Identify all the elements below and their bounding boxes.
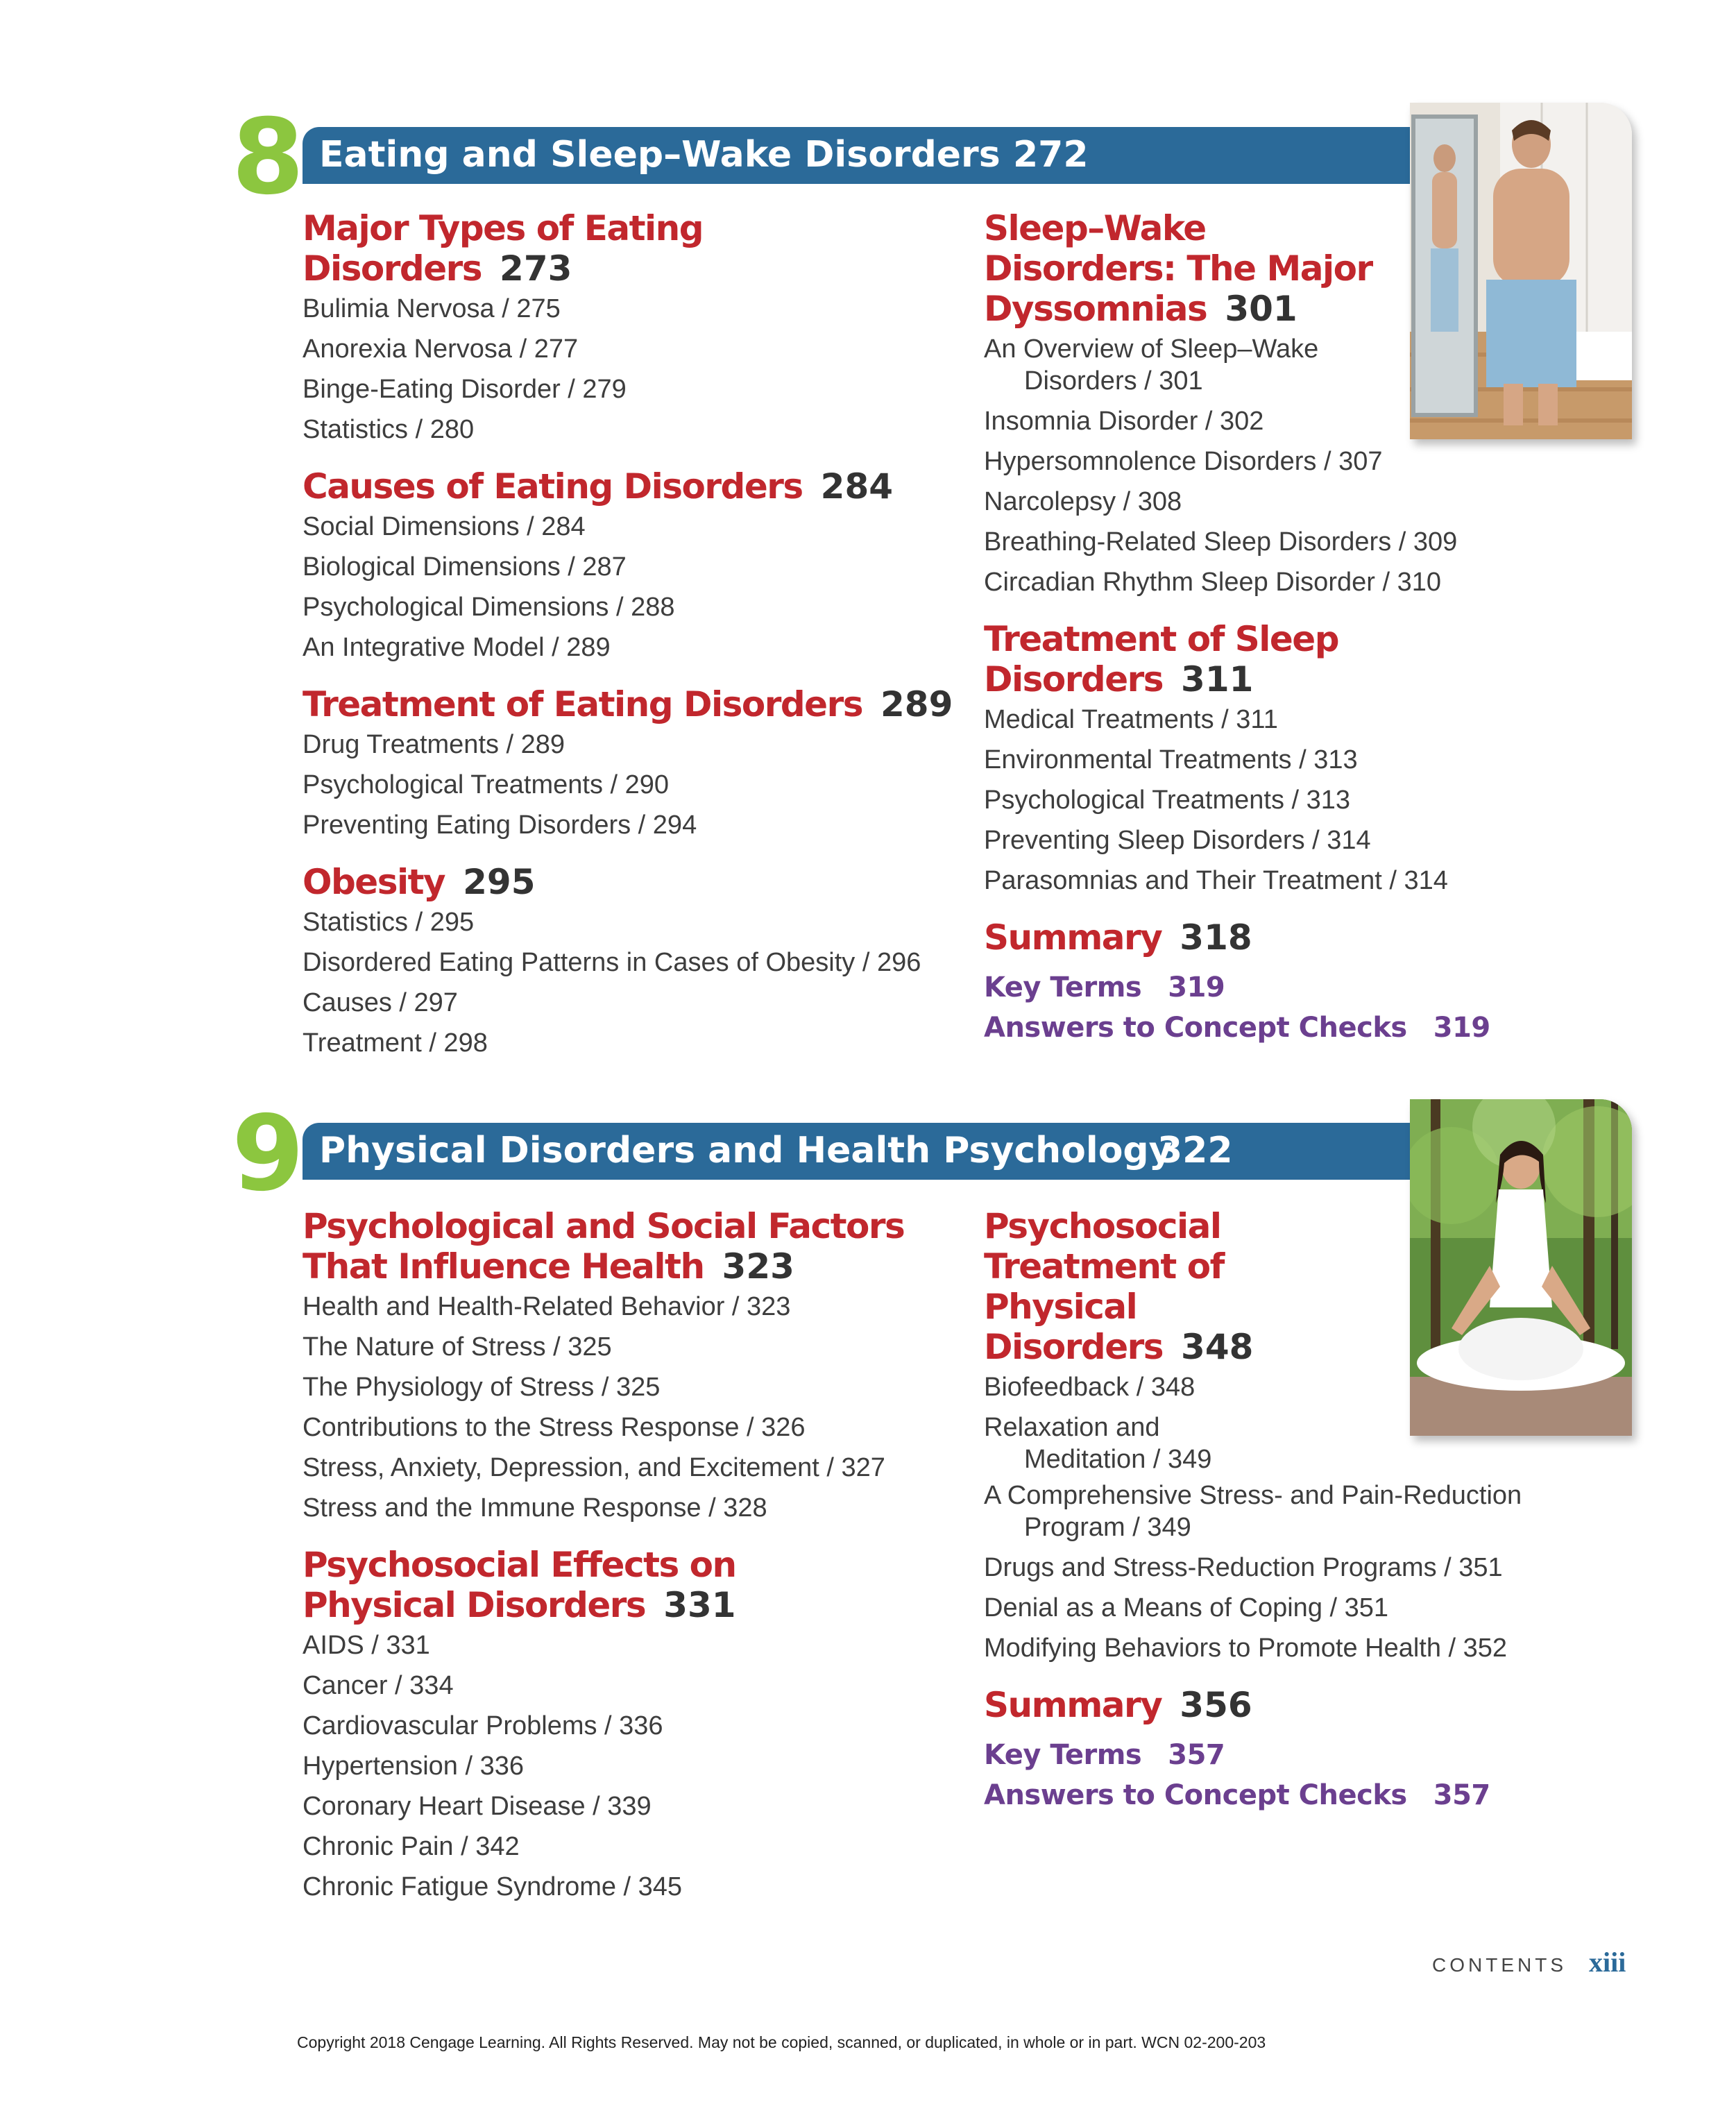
footer-page-number: xiii	[1589, 1947, 1626, 1978]
toc-entry[interactable]: Anorexia Nervosa / 277	[303, 334, 579, 364]
section-heading[interactable]: Sleep–Wake Disorders: The Major Dyssomnias 301	[984, 208, 1372, 329]
key-terms-link[interactable]: Key Terms 357	[984, 1739, 1225, 1771]
chapter-number: 9	[232, 1094, 302, 1214]
chapter-page: 322	[1157, 1130, 1233, 1171]
toc-entry[interactable]: Health and Health-Related Behavior / 323	[303, 1292, 791, 1321]
toc-entry[interactable]: Denial as a Means of Coping / 351	[984, 1593, 1389, 1622]
toc-entry[interactable]: Circadian Rhythm Sleep Disorder / 310	[984, 568, 1441, 597]
toc-entry[interactable]: Contributions to the Stress Response / 326	[303, 1413, 806, 1442]
footer-section-label: CONTENTS	[1432, 1954, 1567, 1976]
toc-entry[interactable]: The Physiology of Stress / 325	[303, 1373, 661, 1402]
toc-entry[interactable]: Hypersomnolence Disorders / 307	[984, 447, 1383, 476]
copyright-notice: Copyright 2018 Cengage Learning. All Rights Reserved. May not be copied, scanned, or duplicated, in whole or in part. WCN 02-200-203	[297, 2033, 1266, 2051]
toc-entry[interactable]: Preventing Eating Disorders / 294	[303, 811, 697, 840]
toc-entry[interactable]: Psychological Treatments / 313	[984, 786, 1351, 815]
toc-entry[interactable]: Stress and the Immune Response / 328	[303, 1493, 767, 1523]
toc-entry[interactable]: Coronary Heart Disease / 339	[303, 1792, 652, 1821]
chapter-title-banner[interactable]	[303, 1123, 1413, 1180]
toc-entry[interactable]: Breathing-Related Sleep Disorders / 309	[984, 527, 1458, 557]
toc-entry[interactable]: Narcolepsy / 308	[984, 487, 1182, 516]
toc-entry[interactable]: Stress, Anxiety, Depression, and Excitement / 327	[303, 1453, 885, 1482]
section-heading[interactable]: Causes of Eating Disorders 284	[303, 466, 894, 507]
toc-entry[interactable]: Drug Treatments / 289	[303, 730, 565, 759]
toc-entry[interactable]: Chronic Fatigue Syndrome / 345	[303, 1872, 683, 1901]
toc-section	[984, 208, 1525, 602]
chapter-number: 8	[232, 97, 302, 218]
toc-entry[interactable]: Biological Dimensions / 287	[303, 552, 627, 582]
toc-section	[303, 1545, 955, 1907]
concept-checks-link[interactable]: Answers to Concept Checks 357	[984, 1779, 1490, 1811]
toc-entry[interactable]: Statistics / 295	[303, 908, 475, 937]
toc-entry[interactable]: Statistics / 280	[303, 415, 475, 444]
toc-entry[interactable]: Social Dimensions / 284	[303, 512, 586, 541]
toc-entry[interactable]: Insomnia Disorder / 302	[984, 407, 1264, 436]
toc-section	[303, 1206, 955, 1528]
toc-section	[984, 1206, 1574, 1668]
toc-section	[984, 1685, 1574, 1725]
toc-entry[interactable]: Parasomnias and Their Treatment / 314	[984, 866, 1448, 895]
toc-entry[interactable]: Disordered Eating Patterns in Cases of Obesity / 296	[303, 948, 921, 977]
toc-entry[interactable]: AIDS / 331	[303, 1631, 430, 1660]
chapter-8-right-column	[984, 208, 1525, 1048]
toc-entry[interactable]: Modifying Behaviors to Promote Health / 352	[984, 1634, 1508, 1663]
section-heading[interactable]: Treatment of Eating Disorders 289	[303, 684, 953, 724]
section-heading[interactable]: Psychosocial Treatment of Physical Disorders 348	[984, 1206, 1254, 1367]
chapter-title: Physical Disorders and Health Psychology	[319, 1130, 1173, 1171]
key-terms-link[interactable]: Key Terms 319	[984, 972, 1225, 1003]
toc-section	[303, 684, 955, 845]
chapter-9-right-column	[984, 1206, 1574, 1815]
toc-entry[interactable]: Binge-Eating Disorder / 279	[303, 375, 627, 404]
concept-checks-link[interactable]: Answers to Concept Checks 319	[984, 1012, 1490, 1044]
chapter-8-left-column	[303, 208, 955, 1080]
toc-entry[interactable]: Environmental Treatments / 313	[984, 745, 1358, 774]
section-heading[interactable]: Psychological and Social Factors That Influence Health 323	[303, 1206, 905, 1287]
toc-entry[interactable]: Medical Treatments / 311	[984, 705, 1278, 734]
toc-section	[303, 466, 955, 668]
toc-entry[interactable]: Biofeedback / 348	[984, 1373, 1195, 1402]
chapter-page: 272	[1013, 134, 1089, 176]
toc-entry[interactable]: An Integrative Model / 289	[303, 633, 611, 662]
toc-entry[interactable]: Treatment / 298	[303, 1028, 488, 1058]
chapter-9-left-column	[303, 1206, 955, 1924]
toc-section	[984, 619, 1525, 901]
toc-entry[interactable]: Cardiovascular Problems / 336	[303, 1711, 663, 1740]
toc-entry[interactable]: Drugs and Stress-Reduction Programs / 351	[984, 1553, 1503, 1582]
summary-heading[interactable]: Summary 318	[984, 917, 1252, 958]
toc-entry[interactable]: An Overview of Sleep–Wake Disorders / 301	[984, 334, 1319, 396]
chapter-title: Eating and Sleep–Wake Disorders	[319, 134, 1001, 176]
toc-entry[interactable]: Hypertension / 336	[303, 1752, 524, 1781]
section-heading[interactable]: Major Types of Eating Disorders 273	[303, 208, 704, 289]
toc-entry[interactable]: The Nature of Stress / 325	[303, 1332, 612, 1362]
summary-heading[interactable]: Summary 356	[984, 1685, 1252, 1725]
section-heading[interactable]: Obesity 295	[303, 862, 536, 902]
toc-entry[interactable]: Bulimia Nervosa / 275	[303, 294, 561, 323]
toc-entry[interactable]: Chronic Pain / 342	[303, 1832, 520, 1861]
toc-section	[303, 208, 955, 450]
chapter-title-banner[interactable]	[303, 127, 1413, 184]
toc-section	[303, 862, 955, 1063]
toc-entry[interactable]: Psychological Treatments / 290	[303, 770, 670, 799]
toc-section	[984, 917, 1525, 958]
section-heading[interactable]: Psychosocial Effects on Physical Disorders 331	[303, 1545, 736, 1625]
toc-entry[interactable]: A Comprehensive Stress- and Pain-Reduction Program / 349	[984, 1481, 1522, 1542]
toc-entry[interactable]: Relaxation and Meditation / 349	[984, 1413, 1212, 1474]
toc-entry[interactable]: Psychological Dimensions / 288	[303, 593, 675, 622]
toc-entry[interactable]: Causes / 297	[303, 988, 458, 1017]
toc-entry[interactable]: Preventing Sleep Disorders / 314	[984, 826, 1371, 855]
toc-entry[interactable]: Cancer / 334	[303, 1671, 454, 1700]
section-heading[interactable]: Treatment of Sleep Disorders 311	[984, 619, 1339, 700]
